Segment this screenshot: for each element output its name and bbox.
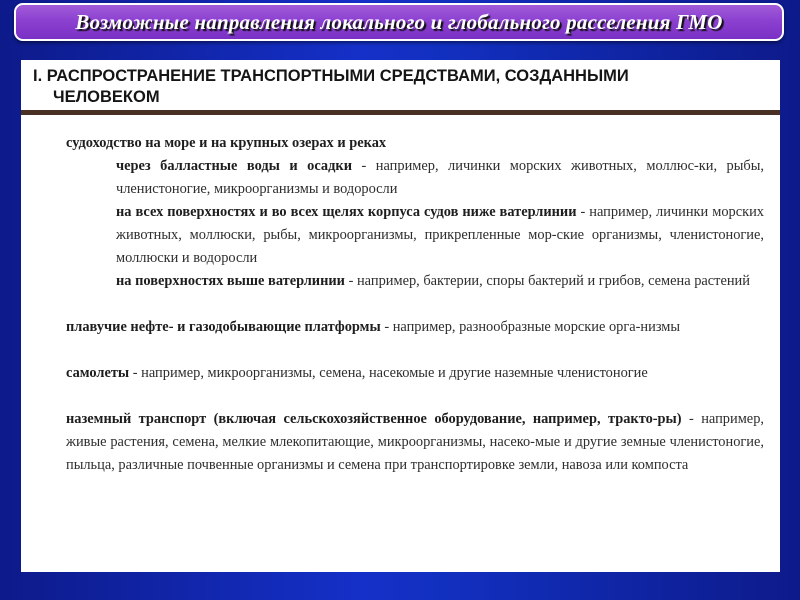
item-ground-lead: наземный транспорт (включая сельскохозяйственное оборудование, например, тракто-ры) [66, 411, 682, 427]
subitem-ballast-text: - например, личинки морских животных, моллюс-ки, рыбы, членистоногие, микроорганизмы и водоросли [116, 158, 764, 197]
subitem-ballast-lead: через балластные воды и осадки [116, 158, 352, 174]
spacer [66, 385, 764, 408]
subitem-ballast [66, 155, 764, 201]
subitem-hull-above-lead: на поверхностях выше ватерлинии [116, 273, 345, 289]
item-platforms-lead: плавучие нефте- и газодобывающие платформы [66, 319, 381, 335]
section-heading-line1: I. РАСПРОСТРАНЕНИЕ ТРАНСПОРТНЫМИ СРЕДСТВАМИ, СОЗДАННЫМИ [33, 67, 629, 85]
spacer [66, 293, 764, 316]
item-shipping-lead: судоходство на море и на крупных озерах и реках [66, 135, 387, 151]
section-header [21, 60, 780, 115]
section-heading [33, 66, 768, 108]
section-body [21, 115, 780, 477]
subitem-hull-below [66, 201, 764, 270]
item-aircraft-text: - например, микроорганизмы, семена, насекомые и другие наземные членистоногие [129, 365, 648, 381]
item-aircraft-lead: самолеты [66, 365, 130, 381]
item-platforms-text: - например, разнообразные морские орга-низмы [380, 319, 681, 335]
slide-title: Возможные направления локального и глобального расселения ГМО [75, 9, 723, 34]
item-aircraft [66, 362, 764, 385]
content-panel [21, 60, 780, 572]
item-ground-text: - например, живые растения, семена, мелкие млекопитающие, микроорганизмы, насеко-мые и другие земные членистоногие, пыльца, различные почвенные организмы и семена при транспортировке земли, навоза или компоста [66, 411, 764, 473]
subitem-hull-above [66, 270, 764, 293]
item-ground [66, 408, 764, 477]
item-shipping [66, 132, 764, 155]
item-platforms [66, 316, 764, 339]
subitem-hull-above-text: - например, бактерии, споры бактерий и грибов, семена растений [344, 273, 750, 289]
slide-title-bar [14, 3, 784, 41]
section-heading-line2: ЧЕЛОВЕКОМ [53, 88, 160, 106]
subitem-hull-below-lead: на всех поверхностях и во всех щелях корпуса судов ниже ватерлинии [116, 204, 577, 220]
subitem-hull-below-text: - например, личинки морских животных, моллюски, рыбы, микроорганизмы, прикрепленные мор-ские организмы, членистоногие, моллюски и водоросли [116, 204, 764, 266]
spacer [66, 339, 764, 362]
